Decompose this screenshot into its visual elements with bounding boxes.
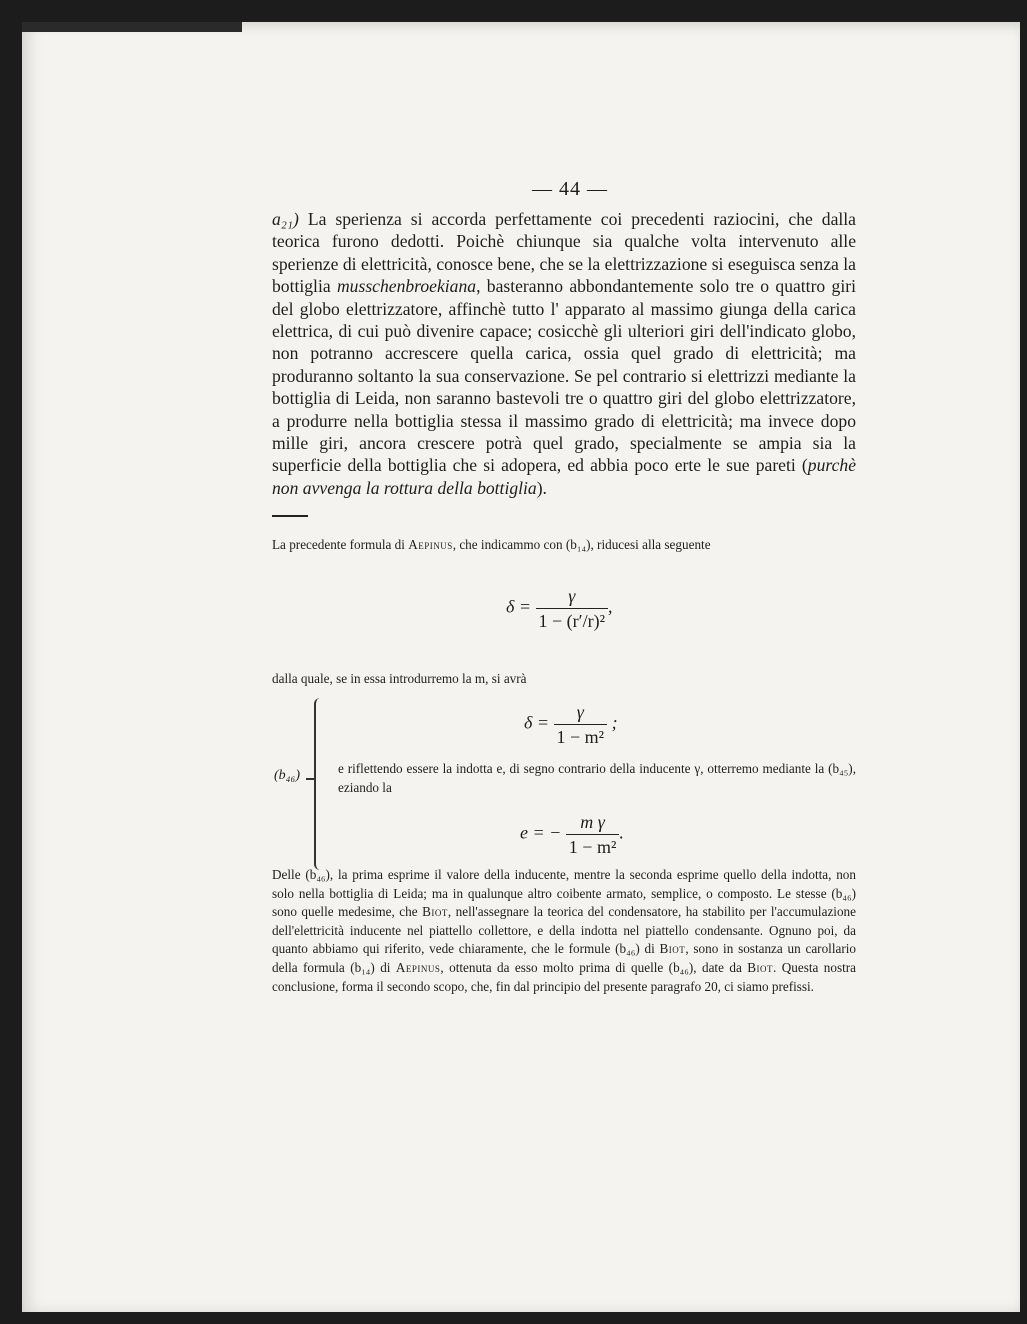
formula-1-lhs: δ = [506,596,532,617]
author-biot: Biot [422,904,448,920]
page-number: — 44 — [532,178,608,200]
final-text-4: , ottenuta da esso molto prima di quelle (b₄₆), date da [440,959,748,975]
author-biot: Biot [659,941,686,957]
main-text-1: La sperienza si accorda perfettamente coi precedenti raziocini, che dalla teorica furono dedotti. Poichè chiunque sia qualche volta intervenuto alle sperienze di elettricità, conosce bene, che se la elettrizzazione si eseguisca senza la bottiglia [272,209,856,297]
dalla-quale-paragraph: dalla quale, se in essa introdurremo la m, si avrà [272,671,527,686]
equation-brace-tip [306,778,314,780]
main-paragraph [272,208,856,499]
final-paragraph [272,866,856,996]
equation-label: (b₄₆) [274,768,301,783]
fraction-bar [566,834,620,835]
formula-3-fraction [566,812,620,857]
formula-3-lhs: e = − [520,822,562,843]
paragraph-marker: a₂₁) [272,209,299,229]
main-text-2: , basteranno abbondantemente solo tre o quattro giri del globo elettrizzatore, affinchè tutto l' apparato al massimo giunga della carica elettrica, di cui può divenire capace; cosicchè gli ulteriori giri dell'indicato globo, non potranno accrescere quella carica, ossia quel grado di elettricità; ma produranno soltanto la sua conservazione. Se pel contrario si elettrizzi mediante la bottiglia di Leida, non saranno bastevoli tre o quattro giri del globo elettrizzatore, a produrre nella bottiglia stessa il massimo grado di elettricità; ma invece dopo mille giri, ancora crescere potrà quel grado, specialmente se ampia sia la superficie della bottiglia che si adopera, ed abbia poco erte le sue pareti ( [272,276,856,476]
final-text-1: Delle (b₄₆), la prima esprime il valore della inducente, mentre la seconda esprime quello della indotta, non solo nella bottiglia di Leida; ma in qualunque altro coibente armato, semplice, o composto. Le stesse (b₄₆) sono quelle medesime, che [272,867,856,920]
final-text-3: , sono in sostanza un carollario della formula (b₁₄) di [272,941,856,975]
formula-2-fraction [554,702,608,747]
formula-3-numerator: m γ [580,812,605,832]
formula-2-trail: ; [611,712,618,733]
main-italic-2: purchè non avvenga la rottura della bottiglia [272,455,856,498]
formula-delta-2 [524,702,618,747]
formula-2-numerator: γ [576,702,584,722]
formula-intro-paragraph [272,536,856,555]
intro-text-2: , che indicammo con (b₁₄), riducesi alla seguente [452,537,711,552]
fraction-bar [554,724,608,725]
fraction-bar [536,608,608,609]
scan-edge [22,22,242,32]
riflettendo-paragraph: e riflettendo essere la indotta e, di segno contrario della inducente γ, otterremo mediante la (b₄₅), eziando la [338,761,856,795]
formula-1-trail: , [607,596,613,617]
equation-brace [314,698,324,870]
final-text-5: . Questa nostra conclusione, forma il secondo scopo, che, fin dal principio del presente paragrafo 20, ci siamo prefissi. [272,959,856,994]
intro-text-1: La precedente formula di [272,537,409,552]
formula-1-denominator: 1 − (r′/r)² [538,611,605,631]
final-text-2: , nell'assegnare la teorica del condensatore, ha stabilito per l'accumulazione dell'elettricità inducente nel piattello collettore, e della indotta nel piattello condensante. Ognuno poi, da quanto abbiamo qui riferito, vede chiaramente, che le formule (b₄₆) di [272,904,857,957]
formula-3-denominator: 1 − m² [568,837,617,857]
formula-e [520,812,624,857]
formula-1-numerator: γ [568,586,576,606]
main-italic-1: musschenbroekiana [336,276,477,297]
formula-2-denominator: 1 − m² [556,727,605,747]
author-aepinus: Aepinus [408,537,453,552]
section-rule [272,515,308,517]
formula-1-fraction [536,586,608,631]
main-text-3: ). [536,477,547,498]
author-aepinus: Aepinus [395,959,441,975]
formula-2-lhs: δ = [524,712,550,733]
formula-3-trail: . [619,822,624,843]
formula-delta-1 [506,586,612,631]
author-biot: Biot [747,959,774,975]
